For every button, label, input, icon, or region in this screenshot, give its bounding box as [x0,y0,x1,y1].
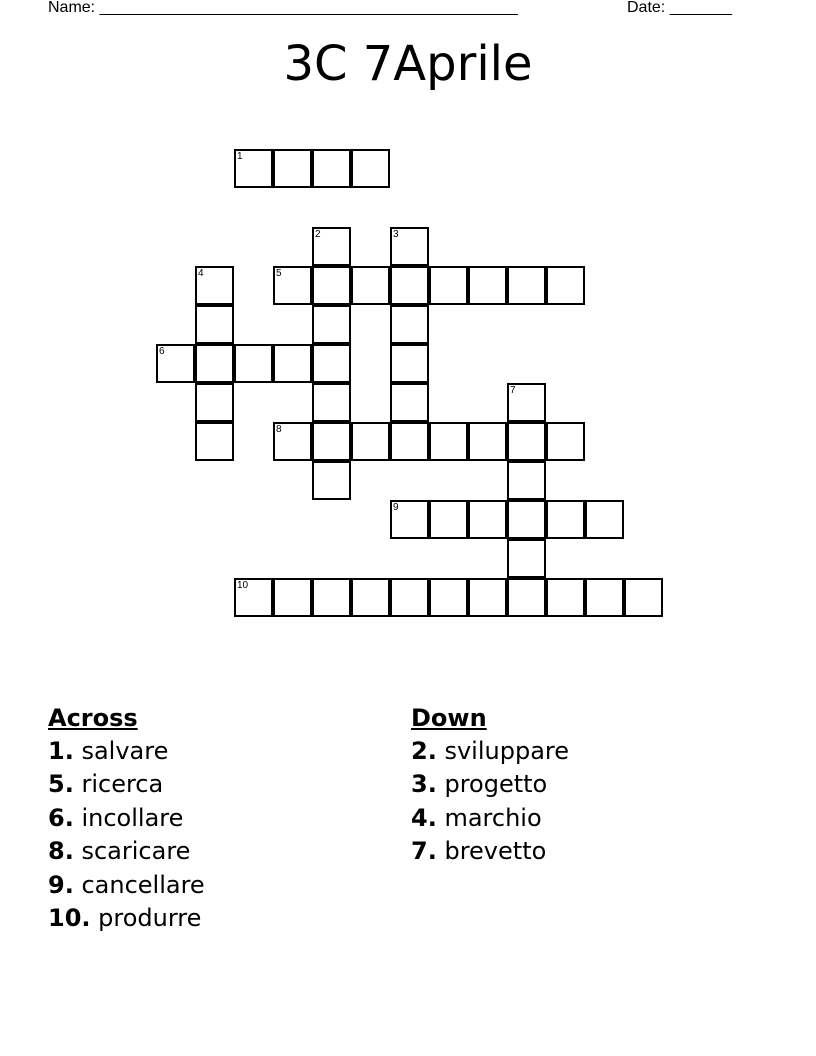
clue-number: 4. [411,803,437,832]
grid-cell[interactable] [351,578,390,617]
clue-number: 6. [48,803,74,832]
grid-cell[interactable] [507,539,546,578]
clue-across-5 [48,768,205,801]
clue-text: cancellare [81,870,205,899]
grid-cell[interactable] [390,500,429,539]
clue-number: 2. [411,737,437,765]
clue-text: brevetto [444,837,547,866]
grid-cell[interactable] [585,500,624,539]
cell-number: 1 [237,151,243,162]
clue-down-4 [411,802,569,835]
across-heading: Across [48,704,138,732]
grid-cell[interactable] [312,149,351,188]
clue-text: scaricare [81,837,191,866]
grid-cell[interactable] [312,227,351,266]
grid-cell[interactable] [312,578,351,617]
grid-cell[interactable] [312,266,351,305]
grid-cell[interactable] [546,578,585,617]
grid-cell[interactable] [390,305,429,344]
grid-cell[interactable] [195,305,234,344]
grid-cell[interactable] [351,422,390,461]
grid-cell[interactable] [390,578,429,617]
grid-cell[interactable] [273,422,312,461]
clue-text: marchio [444,803,542,832]
name-field[interactable]: Name: _______________________________________________ [48,0,518,16]
grid-cell[interactable] [507,461,546,500]
grid-cell[interactable] [507,578,546,617]
grid-cell[interactable] [312,383,351,422]
clue-number: 7. [411,837,437,866]
clue-text: ricerca [81,770,164,799]
grid-cell[interactable] [273,344,312,383]
grid-cell[interactable] [468,422,507,461]
clue-text: sviluppare [444,737,570,765]
grid-cell[interactable] [546,266,585,305]
clue-number: 10. [48,903,91,932]
grid-cell[interactable] [273,578,312,617]
clue-across-1 [48,735,205,768]
clue-across-6 [48,802,205,835]
clue-number: 3. [411,770,437,799]
down-clues [411,702,569,869]
grid-cell[interactable] [507,500,546,539]
grid-cell[interactable] [468,578,507,617]
cell-number: 6 [159,346,165,357]
grid-cell[interactable] [234,149,273,188]
grid-cell[interactable] [390,344,429,383]
grid-cell[interactable] [195,422,234,461]
clue-across-8 [48,835,205,868]
cell-number: 2 [315,229,321,240]
grid-cell[interactable] [156,344,195,383]
grid-cell[interactable] [273,149,312,188]
grid-cell[interactable] [351,266,390,305]
grid-cell[interactable] [429,578,468,617]
page-title: 3C 7Aprile [283,36,533,92]
down-heading: Down [411,704,487,732]
clue-down-3 [411,768,569,801]
clue-across-10 [48,902,205,935]
grid-cell[interactable] [468,500,507,539]
clue-number: 8. [48,837,74,866]
grid-cell[interactable] [390,266,429,305]
grid-cell[interactable] [390,383,429,422]
clue-text: progetto [444,770,548,799]
grid-cell[interactable] [507,422,546,461]
grid-cell[interactable] [429,422,468,461]
clue-text: incollare [81,803,184,832]
grid-cell[interactable] [195,383,234,422]
clue-number: 1. [48,737,74,765]
grid-cell[interactable] [585,578,624,617]
across-clues [48,702,205,935]
cell-number: 3 [393,229,399,240]
grid-cell[interactable] [195,266,234,305]
clue-down-2 [411,735,569,768]
grid-cell[interactable] [312,305,351,344]
grid-cell[interactable] [312,344,351,383]
grid-cell[interactable] [351,149,390,188]
grid-cell[interactable] [195,344,234,383]
clue-across-9 [48,869,205,902]
cell-number: 4 [198,268,204,279]
grid-cell[interactable] [624,578,663,617]
grid-cell[interactable] [390,227,429,266]
cell-number: 8 [276,424,282,435]
grid-cell[interactable] [312,461,351,500]
cell-number: 5 [276,268,282,279]
clue-text: produrre [98,903,202,932]
grid-cell[interactable] [546,500,585,539]
clue-down-7 [411,835,569,868]
grid-cell[interactable] [312,422,351,461]
grid-cell[interactable] [234,344,273,383]
date-field[interactable]: Date: _______ [627,0,732,16]
clue-text: salvare [81,737,169,765]
cell-number: 9 [393,502,399,513]
grid-cell[interactable] [546,422,585,461]
grid-cell[interactable] [429,500,468,539]
grid-cell[interactable] [390,422,429,461]
cell-number: 10 [237,580,249,591]
grid-cell[interactable] [429,266,468,305]
grid-cell[interactable] [234,578,273,617]
grid-cell[interactable] [468,266,507,305]
cell-number: 7 [510,385,516,396]
grid-cell[interactable] [273,266,312,305]
grid-cell[interactable] [507,383,546,422]
grid-cell[interactable] [507,266,546,305]
clue-number: 5. [48,770,74,799]
clue-number: 9. [48,870,74,899]
